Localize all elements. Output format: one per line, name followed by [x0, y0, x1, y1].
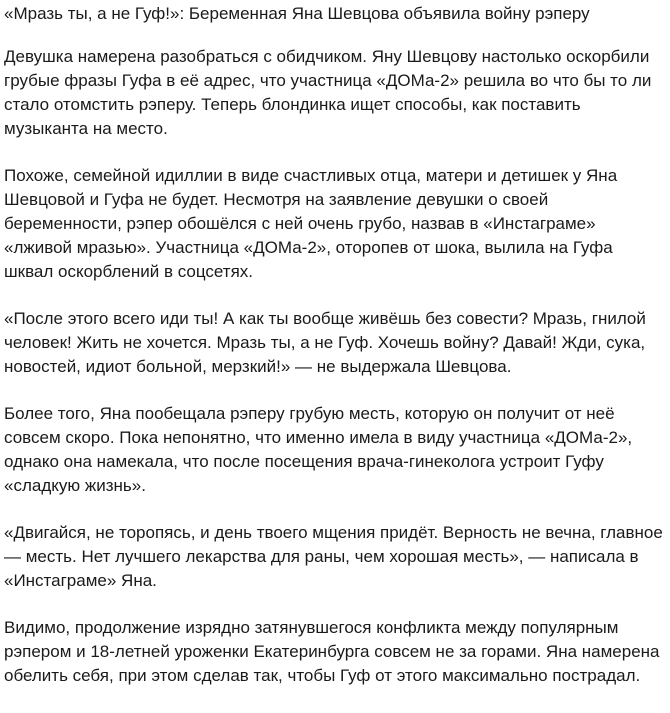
article-paragraph-1: Девушка намерена разобраться с обидчиком. Яну Шевцову настолько оскорбили грубые фразы Гуфа в её адрес, что участница «ДОМа-2» решила во что бы то ли стало отомстить рэперу. Теперь блондинка ищет способы, как поставить музыканта на место.	[4, 47, 652, 138]
article-paragraph-2: Похоже, семейной идиллии в виде счастливых отца, матери и детишек у Яна Шевцовой и Гуфа не будет. Несмотря на заявление девушки о своей беременности, рэпер обошёлся с ней очень грубо, назвав в «Инстаграме» «лживой мразью». Участница «ДОМа-2», оторопев от шока, вылила на Гуфа шквал оскорблений в соцсетях.	[4, 166, 618, 281]
article-paragraph-4: Более того, Яна пообещала рэперу грубую месть, которую он получит от неё совсем скоро. Пока непонятно, что именно имела в виду участница «ДОМа-2», однако она намекала, что после посещения врача-гинеколога устроит Гуфу «сладкую жизнь».	[4, 404, 633, 495]
article-paragraph-5: «Двигайся, не торопясь, и день твоего мщения придёт. Верность не вечна, главное — месть. Нет лучшего лекарства для раны, чем хорошая месть», — написала в «Инстаграме» Яна.	[4, 523, 663, 590]
article-paragraph-3: «После этого всего иди ты! А как ты вообще живёшь без совести? Мразь, гнилой человек! Жить не хочется. Мразь ты, а не Гуф. Хочешь войну? Давай! Жди, сука, новостей, идиот больной, мерзкий!» — не выдержала Шевцова.	[4, 309, 646, 376]
article-paragraph-6: Видимо, продолжение изрядно затянувшегося конфликта между популярным рэпером и 18-летней уроженки Екатеринбурга совсем не за горами. Яна намерена обелить себя, при этом сделав так, чтобы Гуф от этого максимально пострадал.	[4, 618, 660, 685]
article-headline: «Мразь ты, а не Гуф!»: Беременная Яна Шевцова объявила войну рэперу	[4, 4, 590, 23]
